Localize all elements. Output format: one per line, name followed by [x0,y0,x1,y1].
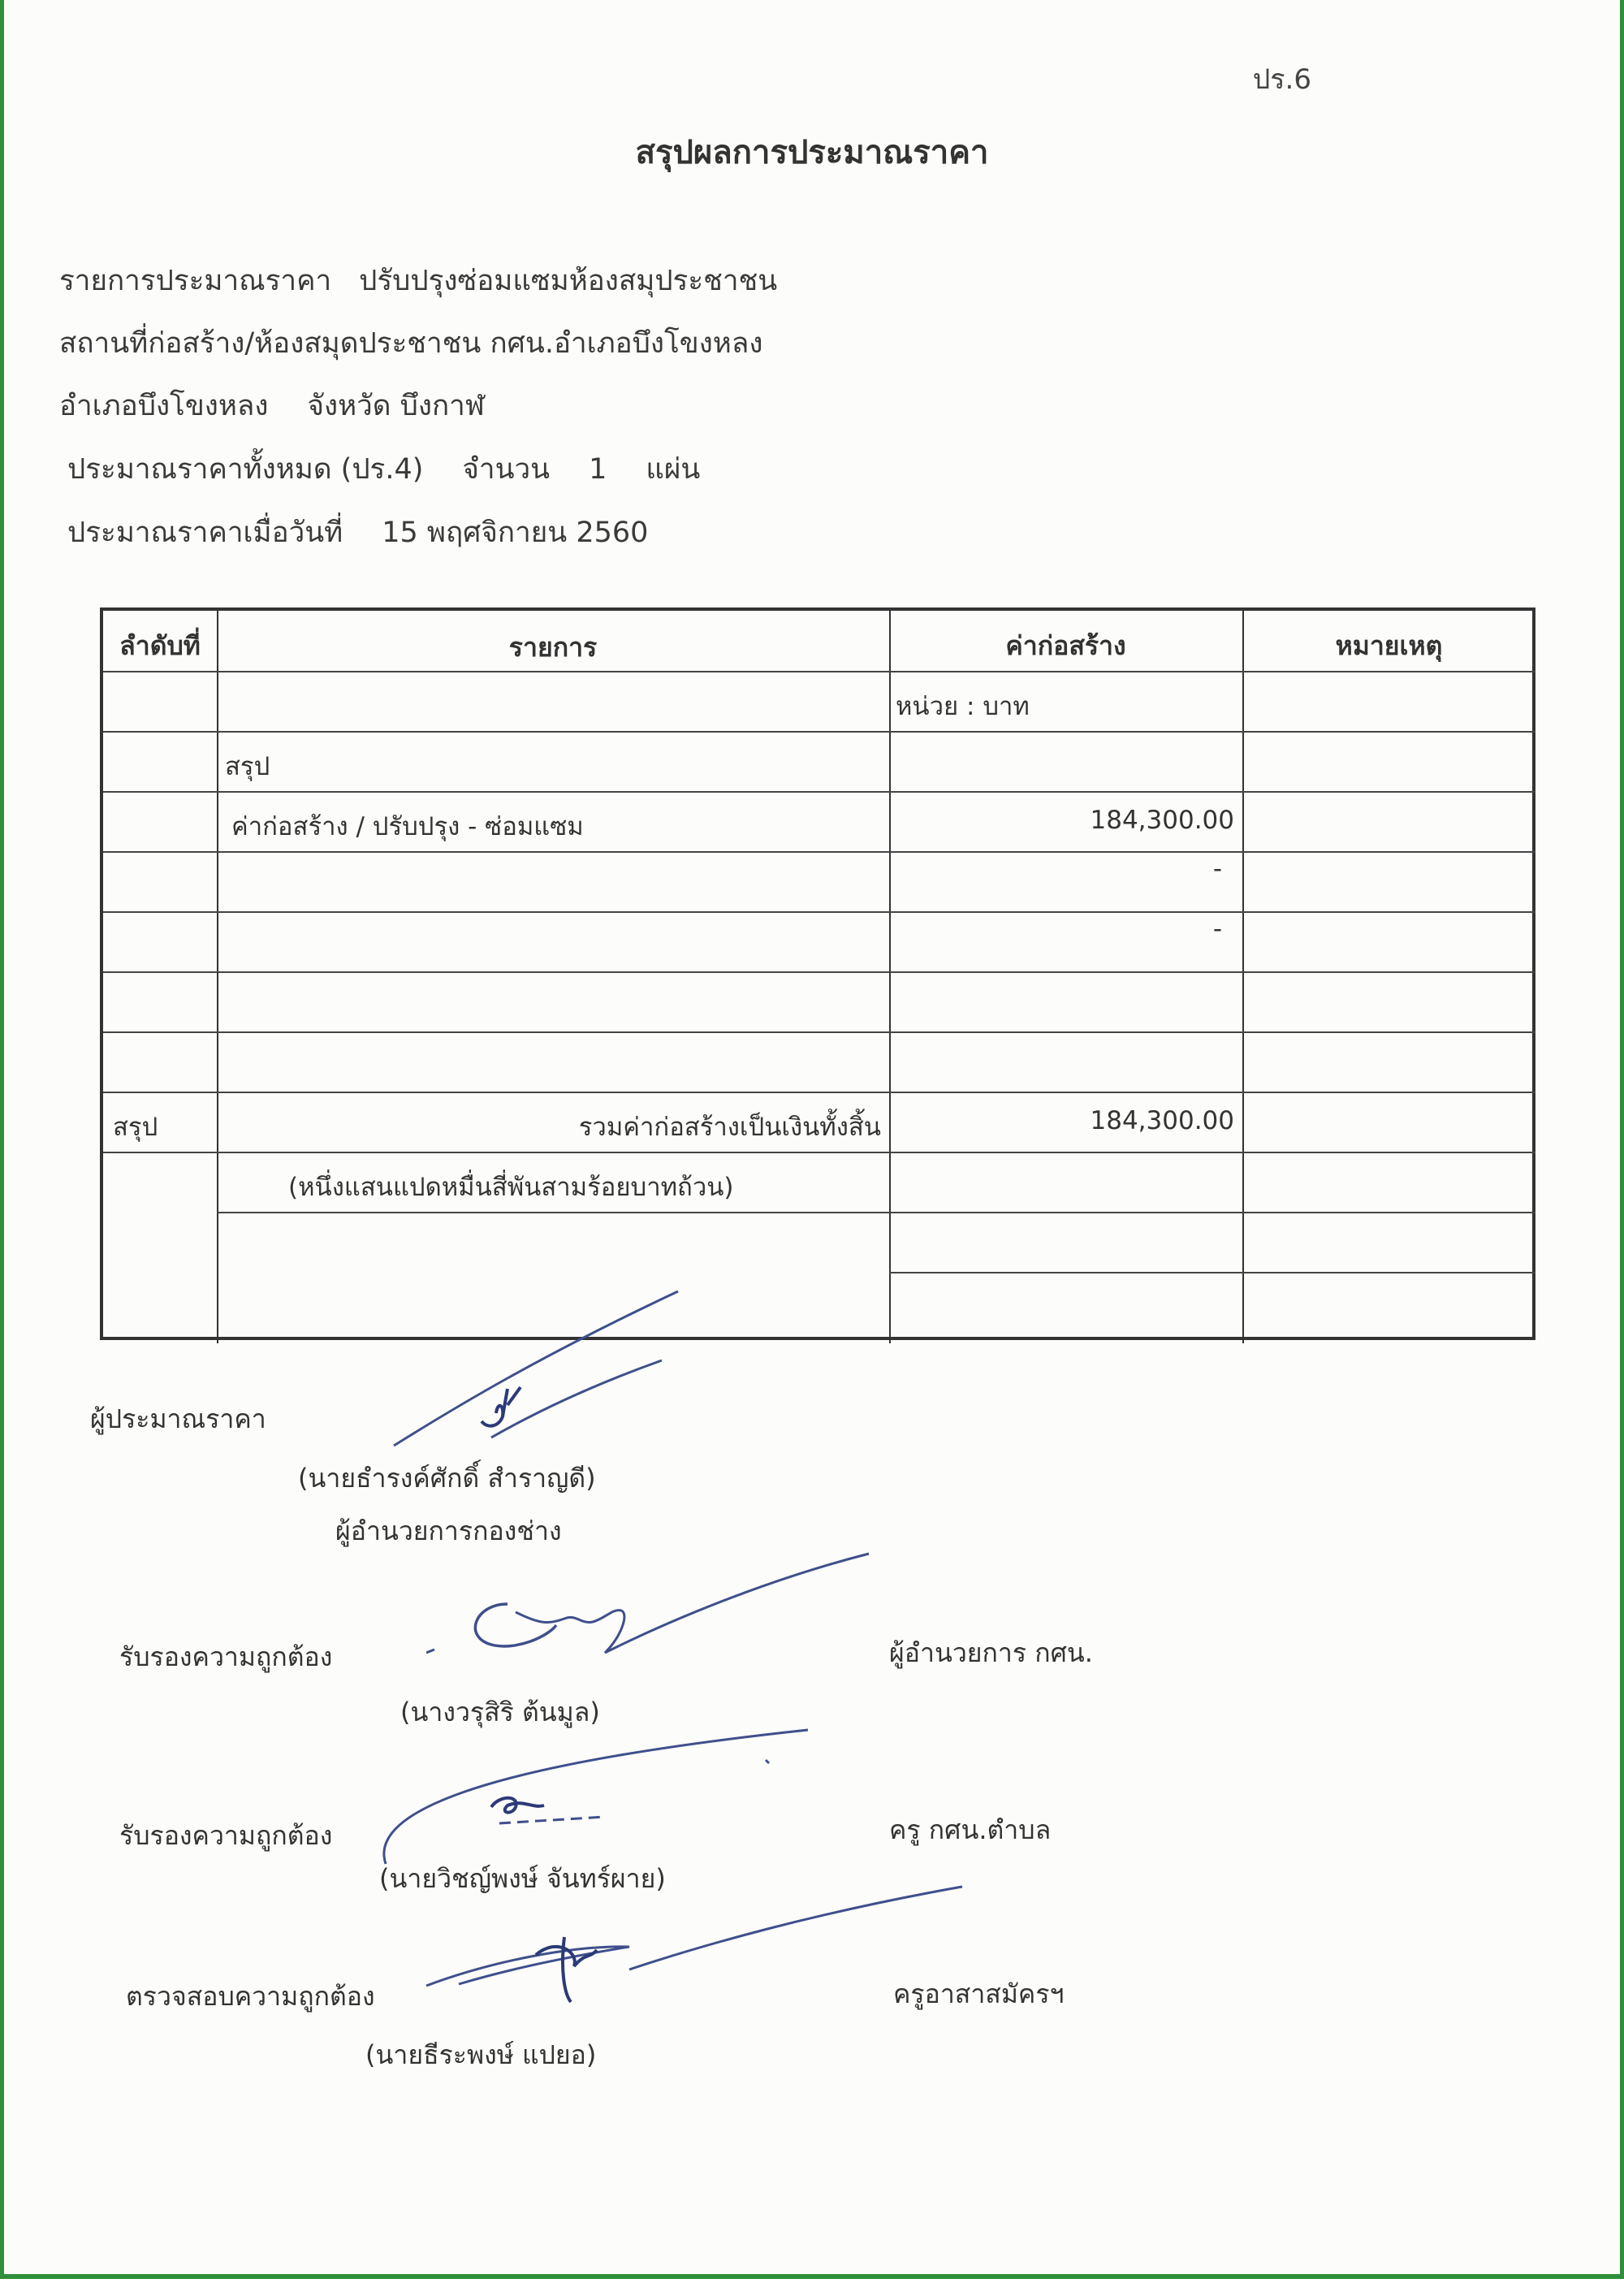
row-cost: - [1212,854,1222,884]
certify1-signature [426,1547,881,1685]
info-total-line [67,447,700,491]
check-signature [361,1880,970,2034]
row-line [889,1272,1535,1273]
date-label: ประมาณราคาเมื่อวันที่ [67,517,343,549]
item-value: ปรับปรุงซ่อมแซมห้องสมุประชาชน [359,265,778,297]
header-remark: หมายเหตุ [1335,630,1443,661]
summary-label: สรุป [113,1113,158,1142]
row-item: ค่าก่อสร้าง / ปรับปรุง - ซ่อมแซม [231,812,584,841]
row-line [217,1212,1535,1213]
province-label: จังหวัด [307,390,391,422]
info-location-line [59,383,485,428]
row-line [103,911,1535,913]
certify2-signature [369,1718,824,1880]
info-item-line [59,258,777,303]
row-line [103,851,1535,853]
row-line [103,1152,1535,1153]
total-words: (หนึ่งแสนแปดหมื่นสี่พันสามร้อยบาทถ้วน) [288,1173,734,1202]
header-cost: ค่าก่อสร้าง [1005,630,1126,661]
col-divider-1 [217,611,218,1343]
form-code: ปร.6 [1252,63,1311,96]
total-value: 184,300.00 [1090,1106,1234,1135]
estimator-position: ผู้อำนวยการกองช่าง [335,1516,562,1546]
row-line [103,731,1535,733]
date-day: 15 [382,517,418,549]
row-cost: - [1212,914,1222,944]
certify2-name: (นายวิชญ์พงษ์ จันทร์ผาย) [379,1863,666,1894]
count: 1 [589,453,607,486]
province: บึงกาฬ [400,390,485,422]
total-label: รวมค่าก่อสร้างเป็นเงินทั้งสิ้น [578,1113,881,1142]
row-cost: 184,300.00 [1090,806,1234,835]
row-line [103,671,1535,672]
estimator-signature [386,1283,694,1470]
estimator-label: ผู้ประมาณราคา [90,1403,266,1434]
estimator-name: (นายธำรงค์ศักดิ์ สำราญดี) [298,1463,596,1494]
row-line [103,1031,1535,1033]
check-label: ตรวจสอบความถูกต้อง [126,1981,375,2012]
unit-note: หน่วย : บาท [896,692,1030,721]
unit: แผ่น [646,453,701,486]
certify1-label: รับรองความถูกต้อง [119,1641,333,1672]
check-name: (นายธีระพงษ์ แปยอ) [365,2039,597,2070]
total-label: ประมาณราคาทั้งหมด (ปร.4) [67,453,424,486]
info-date-line [67,510,648,555]
header-no: ลำดับที่ [119,630,201,661]
certify2-position: ครู กศน.ตำบล [889,1814,1052,1845]
info-site-line [59,321,762,365]
summary-table [100,608,1535,1340]
date-month: พฤศจิกายน [426,517,568,549]
count-label: จำนวน [462,453,551,486]
document-title: สรุปผลการประมาณราคา [635,134,989,171]
district: อำเภอบึงโขงหลง [59,390,269,422]
row-line [103,791,1535,793]
row-line [103,1092,1535,1093]
certify1-position: ผู้อำนวยการ กศน. [889,1637,1093,1668]
certify1-name: (นางวรุสิริ ต้นมูล) [400,1697,600,1727]
col-divider-3 [1242,611,1244,1343]
site-label: สถานที่ก่อสร้าง/ห้องสมุดประชาชน กศน.อำเภอบึงโขงหลง [59,327,763,360]
item-label: รายการประมาณราคา [59,265,332,297]
certify2-label: รับรองความถูกต้อง [119,1820,333,1851]
section-label: สรุป [225,752,270,781]
date-year: 2560 [576,517,649,549]
header-item: รายการ [508,632,598,663]
row-line [103,971,1535,973]
col-divider-2 [889,611,891,1343]
check-position: ครูอาสาสมัครฯ [893,1978,1065,2009]
